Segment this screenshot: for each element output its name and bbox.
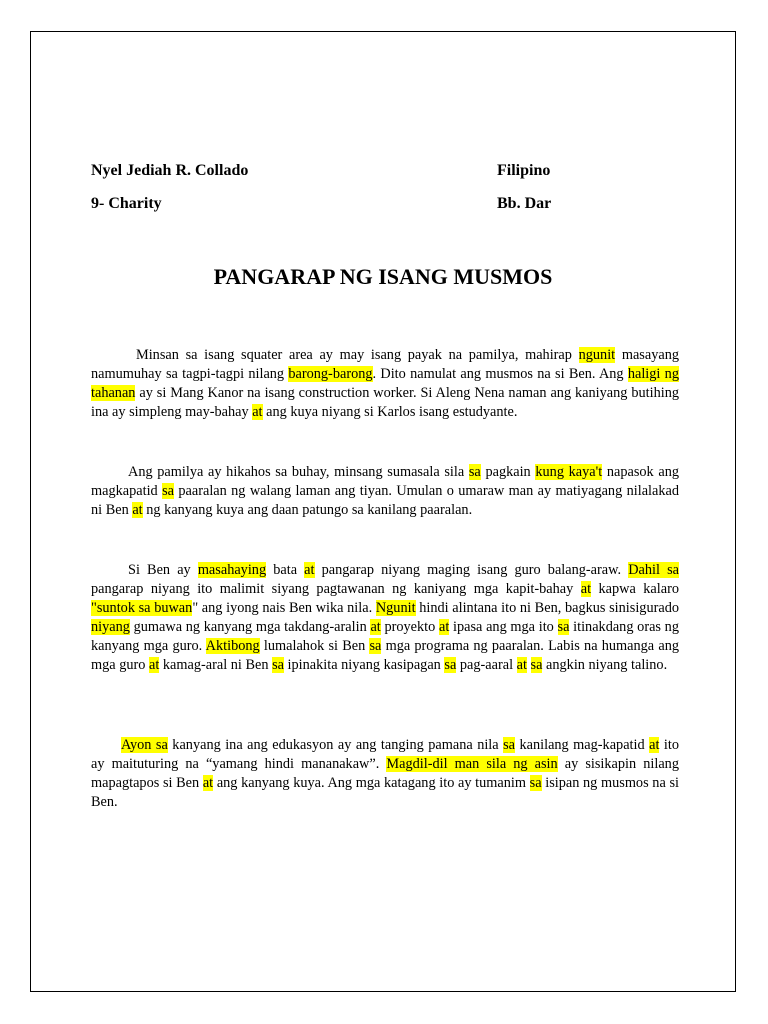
text-run: kapwa kalaro — [591, 581, 680, 597]
text-run: kanyang ina ang edukasyon ay ang tanging pamana nila — [167, 737, 504, 753]
highlighted-text: masahaying — [197, 562, 267, 578]
text-run: ng kanyang kuya ang daan patungo sa kanilang paaralan. — [142, 502, 473, 518]
text-run: Minsan sa isang squater area ay may isang payak na pamilya, mahirap — [136, 347, 579, 363]
highlighted-text: ngunit — [578, 347, 616, 363]
text-run: ang kuya niyang si Karlos isang estudyante. — [262, 404, 518, 420]
text-run: . Dito namulat ang musmos na si Ben. Ang — [372, 366, 628, 382]
highlighted-text: Ngunit — [375, 600, 416, 616]
text-run: proyekto — [380, 619, 439, 635]
highlighted-text: at — [252, 404, 263, 420]
highlighted-text: barong-barong — [288, 366, 373, 382]
highlighted-text: sa — [503, 737, 516, 753]
text-run: hindi alintana ito ni Ben, bagkus sinisigurado — [415, 600, 680, 616]
highlighted-text: Aktibong — [205, 638, 260, 654]
text-run: pangarap niyang ito malimit siyang pagtawanan ng kaniyang mga kapit-bahay — [91, 581, 581, 597]
text-run: ay sisikapin nilang mapagtapos si Ben — [91, 756, 679, 791]
highlighted-text: sa — [530, 657, 543, 673]
highlighted-text: at — [202, 775, 214, 791]
highlighted-text: Dahil sa — [628, 562, 679, 578]
highlighted-text: at — [438, 619, 450, 635]
student-class: 9- Charity — [91, 195, 162, 212]
highlighted-text: sa — [369, 638, 382, 654]
text-run: itinakdang oras ng kanyang mga guro. — [91, 619, 679, 654]
text-run: pagkain — [480, 464, 536, 480]
highlighted-text: sa — [468, 464, 481, 480]
text-run: lumalahok si Ben — [259, 638, 370, 654]
essay-title: PANGARAP NG ISANG MUSMOS — [213, 264, 553, 289]
document-page — [30, 31, 736, 992]
highlighted-text: Magdil-dil man sila ng asin — [386, 756, 558, 772]
text-run: ang kanyang kuya. Ang mga katagang ito ay tumanim — [213, 775, 530, 791]
text-run: ito ay maituturing na “yamang hindi mananakaw”. — [91, 737, 679, 772]
paragraph-1 — [91, 346, 679, 422]
text-run: pangarap niyang maging isang guro balang-araw. — [314, 562, 629, 578]
paragraph-3 — [91, 561, 679, 675]
text-run: gumawa ng kanyang mga takdang-aralin — [129, 619, 371, 635]
highlighted-text: at — [148, 657, 160, 673]
text-run: kanilang mag-kapatid — [515, 737, 650, 753]
text-run: ipasa ang mga ito — [449, 619, 558, 635]
subject: Filipino — [497, 162, 551, 179]
text-run: pag-aaral — [456, 657, 517, 673]
text-run: kamag-aral ni Ben — [159, 657, 273, 673]
student-name: Nyel Jediah R. Collado — [91, 162, 249, 179]
text-run: mga programa ng paaralan. Labis na humanga ang mga guro — [91, 638, 680, 673]
highlighted-text: haligi ng tahanan — [91, 366, 679, 401]
highlighted-text: at — [132, 502, 143, 518]
highlighted-text: kung kaya't — [535, 464, 603, 480]
text-run: isipan ng musmos na si Ben. — [91, 775, 679, 810]
text-run: napasok ang magkapatid — [91, 464, 679, 499]
text-run: masayang namumuhay sa tagpi-tagpi nilang — [91, 347, 679, 382]
paragraph-4 — [91, 736, 679, 812]
text-run: ipinakita niyang kasipagan — [283, 657, 445, 673]
paragraph-2 — [91, 463, 679, 520]
paragraph-text — [91, 346, 679, 422]
text-run: " ang iyong nais Ben wika nila. — [192, 600, 376, 616]
text-run: paaralan ng walang laman ang tiyan. Umulan o umaraw man ay matiyagang nilalakad ni Ben — [91, 483, 679, 518]
highlighted-text: niyang — [91, 619, 130, 635]
highlighted-text: at — [516, 657, 527, 673]
highlighted-text: sa — [162, 483, 174, 499]
highlighted-text: sa — [557, 619, 570, 635]
paragraph-text — [91, 463, 679, 520]
highlighted-text: at — [649, 737, 660, 753]
highlighted-text: sa — [529, 775, 542, 791]
text-run: angkin niyang talino. — [542, 657, 668, 673]
highlighted-text: at — [370, 619, 381, 635]
teacher: Bb. Dar — [497, 195, 552, 212]
text-run: ay si Mang Kanor na isang construction worker. Si Aleng Nena naman ang kaniyang butihing ina ay simpleng may-bahay — [91, 385, 679, 420]
highlighted-text: sa — [272, 657, 284, 673]
highlighted-text: at — [580, 581, 592, 597]
text-run: bata — [266, 562, 305, 578]
paragraph-text — [91, 561, 679, 675]
highlighted-text: sa — [444, 657, 457, 673]
text-run — [527, 657, 531, 673]
text-run: Si Ben ay — [128, 562, 198, 578]
highlighted-text: "suntok sa buwan — [91, 600, 193, 616]
highlighted-text: Ayon sa — [121, 737, 168, 753]
highlighted-text: at — [304, 562, 315, 578]
text-run: Ang pamilya ay hikahos sa buhay, minsang sumasala sila — [128, 464, 469, 480]
paragraph-text — [91, 736, 679, 812]
